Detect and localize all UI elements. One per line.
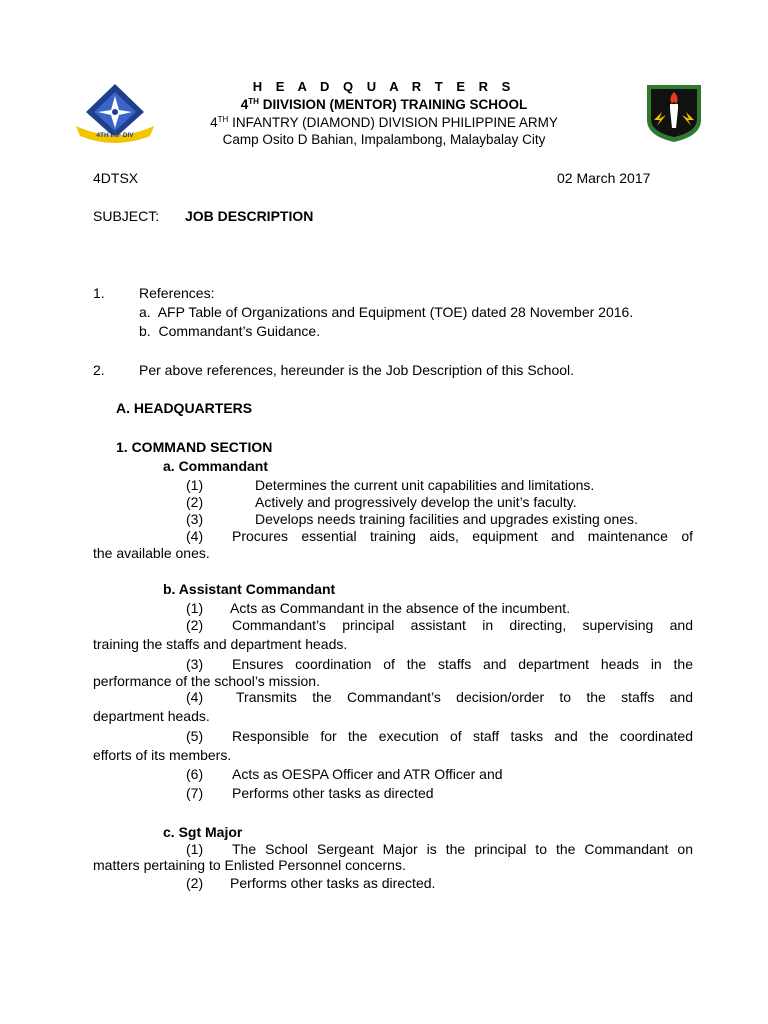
commandant-item-4-num: (4) (186, 528, 204, 544)
header-line3-text: INFANTRY (DIAMOND) DIVISION PHILIPPINE ARMY (228, 115, 558, 130)
asst-item-2-num: (2) (186, 617, 204, 633)
commandant-heading: a. Commandant (163, 458, 269, 474)
asst-item-3-line1: Ensures coordination of the staffs and department heads in the (232, 656, 693, 672)
ref-b-letter: b. (139, 323, 151, 339)
asst-item-1-num: (1) (186, 600, 204, 616)
ref-a-letter: a. (139, 304, 151, 320)
sgt-item-1-num: (1) (186, 841, 204, 857)
asst-item-6-text: Acts as OESPA Officer and ATR Officer and (232, 766, 503, 782)
asst-item-3-line2: performance of the school’s mission. (93, 673, 320, 689)
subject-label: SUBJECT: (93, 208, 160, 224)
commandant-item-3-text: Develops needs training facilities and upgrades existing ones. (255, 511, 638, 527)
document-date: 02 March 2017 (557, 170, 651, 186)
references-label: References: (139, 285, 215, 301)
header-line2-sup: TH (248, 97, 259, 106)
commandant-item-4-line2: the available ones. (93, 545, 210, 561)
section-a-heading: A. HEADQUARTERS (116, 400, 253, 416)
reference-code: 4DTSX (93, 170, 139, 186)
commandant-item-3-num: (3) (186, 511, 204, 527)
reference-item-b (139, 323, 320, 340)
commandant-item-1-text: Determines the current unit capabilities and limitations. (255, 477, 595, 493)
para2-number: 2. (93, 362, 105, 378)
commandant-item-4-line1: Procures essential training aids, equipment and maintenance of (232, 528, 693, 544)
header-school-line (0, 97, 768, 113)
asst-item-3-num: (3) (186, 656, 204, 672)
sgt-item-2-num: (2) (186, 875, 204, 891)
asst-item-4-num: (4) (186, 689, 204, 705)
asst-item-5-line1: Responsible for the execution of staff tasks and the coordinated (232, 728, 693, 744)
asst-item-4-line2: department heads. (93, 708, 210, 724)
assistant-commandant-heading: b. Assistant Commandant (163, 581, 336, 597)
header-line2-text: DIIVISION (MENTOR) TRAINING SCHOOL (258, 97, 528, 112)
commandant-item-2-text: Actively and progressively develop the unit’s faculty. (255, 494, 577, 510)
asst-item-7-num: (7) (186, 785, 204, 801)
ref-a-text: AFP Table of Organizations and Equipment (TOE) dated 28 November 2016. (157, 304, 634, 320)
commandant-item-1-num: (1) (186, 477, 204, 493)
commandant-item-2-num: (2) (186, 494, 204, 510)
header-address-line: Camp Osito D Bahian, Impalambong, Malaybalay City (222, 132, 546, 147)
sgt-item-1-line2: matters pertaining to Enlisted Personnel concerns. (93, 857, 406, 873)
para1-number: 1. (93, 285, 105, 301)
asst-item-7-text: Performs other tasks as directed (232, 785, 434, 801)
header-line3-num: 4 (210, 115, 218, 130)
asst-item-6-num: (6) (186, 766, 204, 782)
asst-item-5-num: (5) (186, 728, 204, 744)
asst-item-4-line1: Transmits the Commandant’s decision/order to the staffs and (236, 689, 693, 705)
command-section-heading: 1. COMMAND SECTION (116, 439, 273, 455)
asst-item-5-line2: efforts of its members. (93, 747, 232, 763)
header-line2-num: 4 (240, 97, 249, 112)
subject-value: JOB DESCRIPTION (185, 208, 314, 224)
left-logo-text: 4TH INF DIV (96, 132, 134, 139)
header-line3-sup: TH (217, 115, 229, 124)
asst-item-1-text: Acts as Commandant in the absence of the incumbent. (230, 600, 571, 616)
sgt-item-2-text: Performs other tasks as directed. (230, 875, 436, 891)
headquarters-title: H E A D Q U A R T E R S (252, 79, 516, 94)
ref-b-text: Commandant’s Guidance. (158, 323, 321, 339)
sgt-major-heading: c. Sgt Major (163, 824, 243, 840)
header-division-line (0, 115, 768, 131)
para2-text: Per above references, hereunder is the Job Description of this School. (139, 362, 575, 378)
sgt-item-1-line1: The School Sergeant Major is the principal to the Commandant on (232, 841, 693, 857)
reference-item-a (139, 304, 633, 321)
asst-item-2-line2: training the staffs and department heads. (93, 636, 348, 652)
asst-item-2-line1: Commandant’s principal assistant in directing, supervising and (232, 617, 693, 633)
